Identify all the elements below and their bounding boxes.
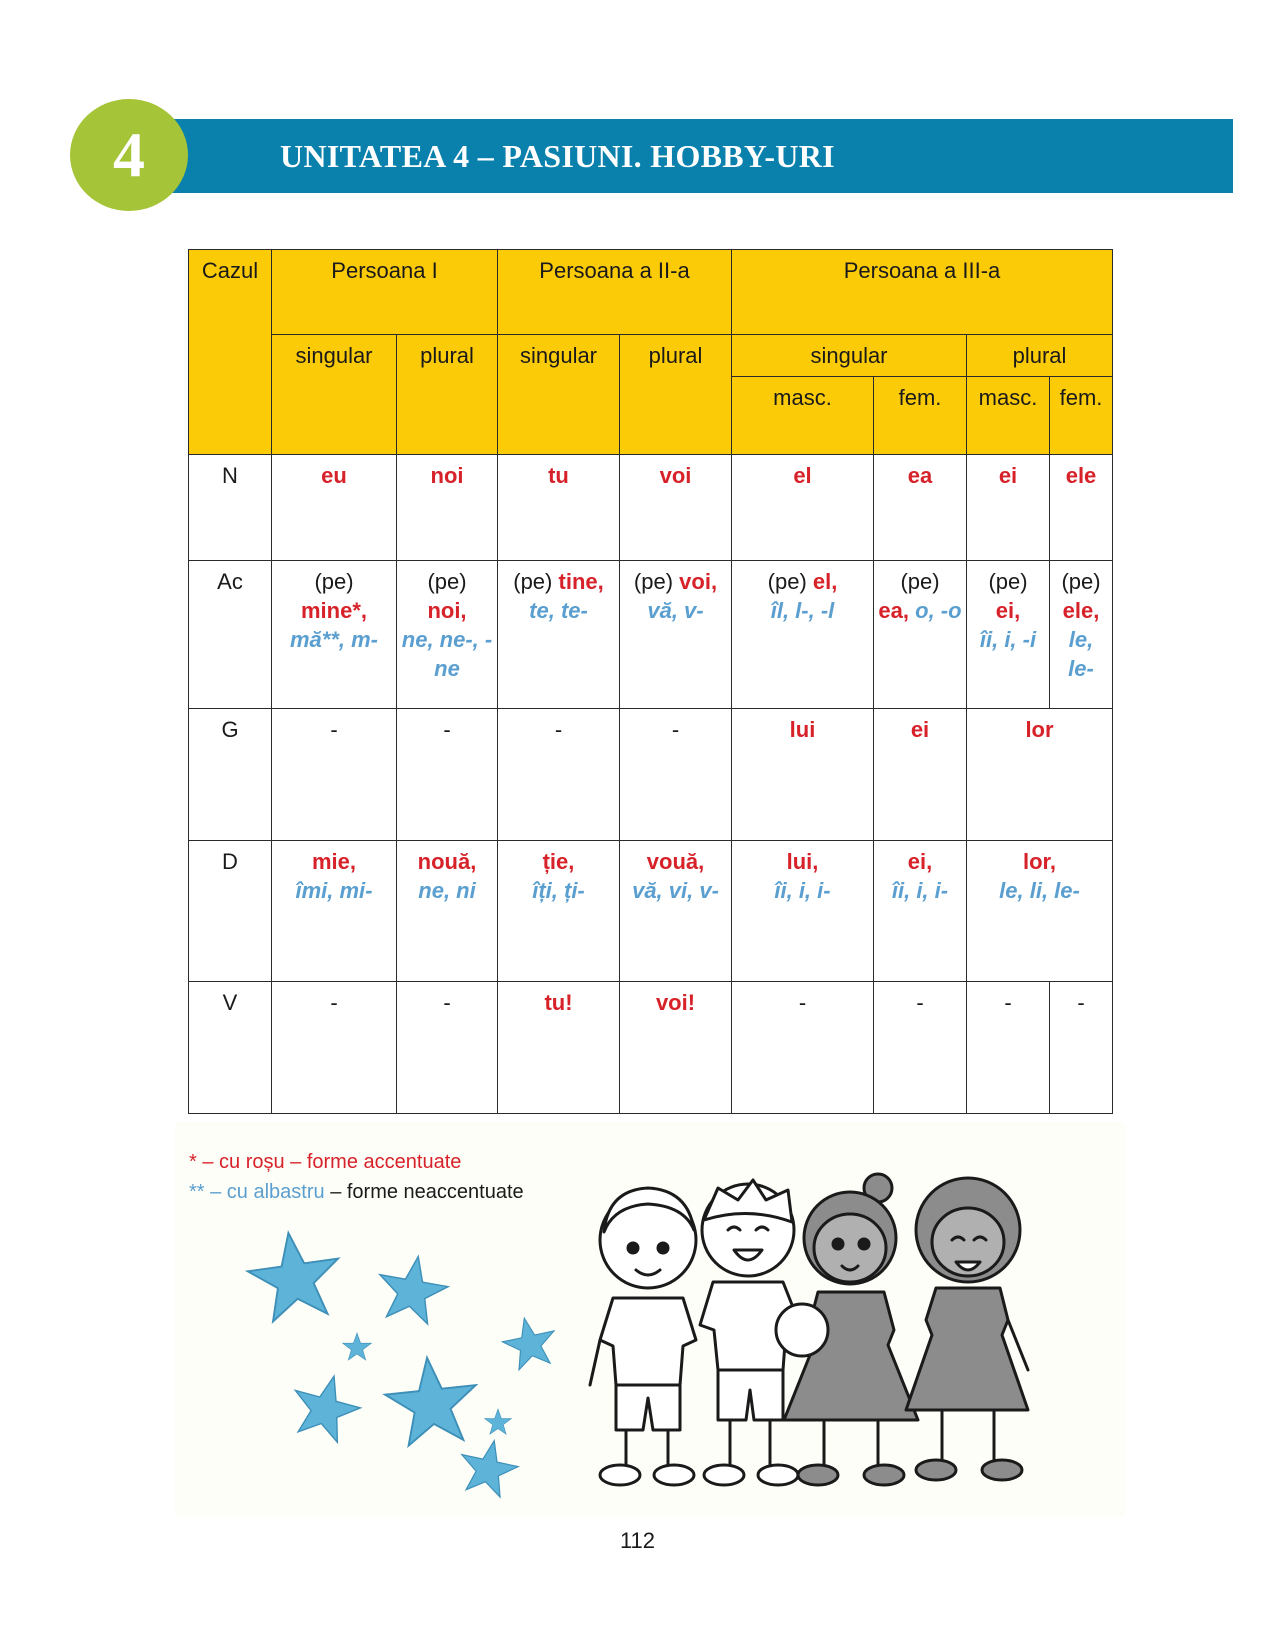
table-cell: eu [272, 455, 397, 561]
table-cell: - [498, 709, 620, 841]
table-cell: (pe) mine*, mă**, m- [272, 561, 397, 709]
case-label: N [189, 455, 272, 561]
row-vocative [189, 982, 1113, 1114]
table-cell: lui [732, 709, 874, 841]
header-p3-sg-masc: masc. [732, 377, 874, 455]
star-icon [498, 1313, 560, 1372]
header-p2-singular: singular [498, 335, 620, 455]
pronoun-table-wrapper [188, 249, 1113, 1114]
header-p2-plural: plural [620, 335, 732, 455]
header-person-2: Persoana a II-a [498, 250, 732, 335]
table-cell: ei [874, 709, 967, 841]
personal-pronoun-table [188, 249, 1113, 1114]
table-cell: - [620, 709, 732, 841]
table-cell: mie, îmi, mi- [272, 841, 397, 982]
star-icon [485, 1409, 512, 1434]
table-cell: - [874, 982, 967, 1114]
table-cell: ea [874, 455, 967, 561]
header-p3-singular: singular [732, 335, 967, 377]
color-legend [189, 1147, 524, 1207]
star-icon [455, 1435, 523, 1500]
case-label: Ac [189, 561, 272, 709]
table-cell: (pe) tine, te, te- [498, 561, 620, 709]
table-cell: - [397, 709, 498, 841]
table-cell: (pe) ele, le, le- [1050, 561, 1113, 709]
header-p3-sg-fem: fem. [874, 377, 967, 455]
children-illustration [588, 1170, 1058, 1490]
star-icon [285, 1367, 366, 1445]
table-cell: - [1050, 982, 1113, 1114]
table-cell: ei [967, 455, 1050, 561]
table-cell: (pe) ei, îi, i, -i [967, 561, 1050, 709]
star-icon [382, 1353, 482, 1448]
header-p1-singular: singular [272, 335, 397, 455]
header-person-3: Persoana a III-a [732, 250, 1113, 335]
table-cell: lor [967, 709, 1113, 841]
table-cell: ție, îți, ți- [498, 841, 620, 982]
row-genitive [189, 709, 1113, 841]
table-cell: ei, îi, i, i- [874, 841, 967, 982]
unit-title: UNITATEA 4 – PASIUNI. HOBBY-URI [280, 137, 835, 174]
star-icon [343, 1333, 372, 1360]
table-cell: el [732, 455, 874, 561]
table-cell: (pe) el, îl, l-, -l [732, 561, 874, 709]
unit-number-badge: 4 [70, 99, 188, 211]
header-p3-plural: plural [967, 335, 1113, 377]
legend-accented: * – cu roșu – forme accentuate [189, 1151, 462, 1173]
page-number: 112 [619, 1528, 656, 1553]
table-cell: voi [620, 455, 732, 561]
star-icon [373, 1251, 452, 1327]
table-cell: - [732, 982, 874, 1114]
girl-curly-hair-icon [906, 1178, 1028, 1480]
table-cell: tu! [498, 982, 620, 1114]
star-icon [243, 1227, 345, 1324]
case-label: G [189, 709, 272, 841]
boy-curly-hair-icon [590, 1188, 696, 1485]
table-cell: ele [1050, 455, 1113, 561]
girl-with-bun-icon [776, 1174, 918, 1485]
table-cell: noi [397, 455, 498, 561]
header-person-1: Persoana I [272, 250, 498, 335]
table-cell: - [967, 982, 1050, 1114]
table-cell: lor, le, li, le- [967, 841, 1113, 982]
table-cell: (pe) ea, o, -o [874, 561, 967, 709]
table-cell: (pe) noi, ne, ne-, -ne [397, 561, 498, 709]
legend-unaccented: ** – cu albastru – forme neaccentuate [189, 1181, 524, 1203]
table-cell: tu [498, 455, 620, 561]
header-case: Cazul [189, 250, 272, 455]
table-cell: nouă, ne, ni [397, 841, 498, 982]
case-label: V [189, 982, 272, 1114]
stars-illustration [240, 1220, 570, 1520]
header-p3-pl-fem: fem. [1050, 377, 1113, 455]
table-cell: vouă, vă, vi, v- [620, 841, 732, 982]
row-nominative [189, 455, 1113, 561]
header-p3-pl-masc: masc. [967, 377, 1050, 455]
table-cell: - [397, 982, 498, 1114]
row-dative [189, 841, 1113, 982]
table-cell: lui, îi, i, i- [732, 841, 874, 982]
case-label: D [189, 841, 272, 982]
table-cell: - [272, 709, 397, 841]
table-cell: - [272, 982, 397, 1114]
row-accusative [189, 561, 1113, 709]
header-p1-plural: plural [397, 335, 498, 455]
table-cell: (pe) voi, vă, v- [620, 561, 732, 709]
table-cell: voi! [620, 982, 732, 1114]
